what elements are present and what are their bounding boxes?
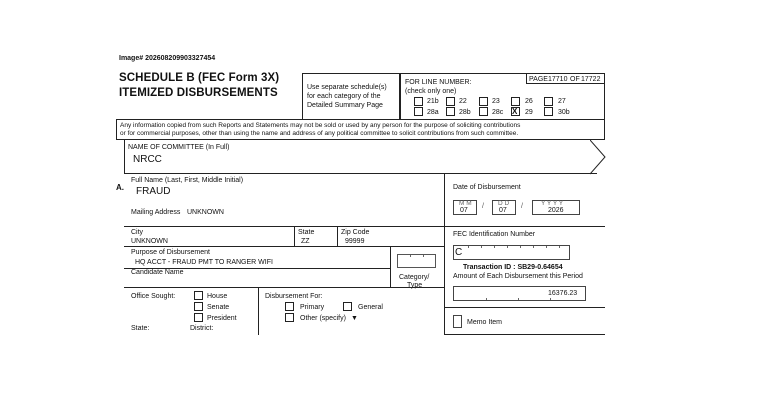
full-name-label: Full Name (Last, First, Middle Initial) (131, 177, 244, 184)
date-day-hint: D D (498, 200, 510, 207)
city-row-divider (124, 246, 444, 247)
line-checkbox-28c[interactable] (479, 107, 488, 116)
office-sought-label: Office Sought: (131, 293, 176, 300)
page-number: 17710 (548, 76, 568, 83)
city-value: UNKNOWN (131, 238, 168, 245)
office-label-house: House (207, 293, 228, 300)
of-label: OF (570, 76, 580, 83)
office-checkbox-senate[interactable] (194, 302, 203, 311)
line-label-26: 26 (525, 98, 533, 105)
category-label-line-1: Category/ (399, 274, 430, 281)
office-disbursement-divider (258, 287, 259, 335)
other-dropdown-icon[interactable]: ▼ (351, 315, 358, 322)
line-label-29: 29 (525, 109, 533, 116)
instruction-line-2: for each category of the (307, 93, 381, 100)
candidate-row-divider (124, 287, 444, 288)
candidate-name-label: Candidate Name (131, 269, 184, 276)
primary-label: Primary (300, 304, 325, 311)
state-value: ZZ (301, 238, 310, 245)
image-number: Image# 202608209903327454 (119, 55, 216, 62)
for-line-number-label: FOR LINE NUMBER: (405, 79, 472, 86)
memo-item-checkbox[interactable] (453, 315, 462, 328)
purpose-value: HQ ACCT - FRAUD PMT TO RANGER WIFI (135, 259, 273, 266)
committee-box-arrow (590, 140, 606, 175)
line-label-28a: 28a (427, 109, 439, 116)
office-checkbox-president[interactable] (194, 313, 203, 322)
fec-id-prefix: C (455, 247, 463, 258)
candidate-state-label: State: (131, 325, 150, 332)
date-month-value: 07 (460, 207, 468, 214)
purpose-label: Purpose of Disbursement (131, 249, 210, 256)
date-label: Date of Disbursement (453, 184, 521, 191)
line-checkbox-28b[interactable] (446, 107, 455, 116)
memo-row-divider (444, 334, 605, 335)
line-checkbox-22[interactable] (446, 97, 455, 106)
entry-letter: A. (116, 183, 124, 192)
line-checkbox-21b[interactable] (414, 97, 423, 106)
fec-id-label: FEC Identification Number (453, 231, 536, 238)
notice-line-2: or for commercial purposes, other than using the name and address of any political committee to solicit contributions from such committee. (120, 130, 519, 137)
schedule-title: SCHEDULE B (FEC Form 3X) (119, 72, 280, 84)
page-label: PAGE (529, 76, 548, 83)
candidate-district-label: District: (190, 325, 214, 332)
line-label-27: 27 (558, 98, 566, 105)
line-label-22: 22 (459, 98, 467, 105)
category-label-line-2: Type (407, 282, 423, 289)
amount-label: Amount of Each Disbursement this Period (453, 273, 583, 280)
mailing-address-label: Mailing Address (131, 209, 181, 216)
purpose-category-divider (390, 246, 391, 287)
check-only-one-label: (check only one) (405, 88, 457, 95)
transaction-id: Transaction ID : SB29-0.64654 (463, 264, 563, 271)
office-checkbox-house[interactable] (194, 291, 203, 300)
address-divider (124, 226, 444, 227)
committee-label: NAME OF COMMITTEE (In Full) (128, 144, 230, 151)
state-label: State (298, 229, 315, 236)
committee-name: NRCC (133, 154, 162, 165)
other-specify-label: Other (specify) (300, 315, 346, 322)
line-checkbox-23[interactable] (479, 97, 488, 106)
office-label-president: President (207, 315, 237, 322)
zip-value: 99999 (345, 238, 365, 245)
column-divider (444, 174, 445, 335)
other-checkbox[interactable] (285, 313, 294, 322)
disbursement-for-label: Disbursement For: (265, 293, 323, 300)
line-checkbox-27[interactable] (544, 97, 553, 106)
general-label: General (358, 304, 383, 311)
date-year-value: 2026 (548, 207, 564, 214)
line-label-28b: 28b (459, 109, 471, 116)
line-checkbox-30b[interactable] (544, 107, 553, 116)
general-checkbox[interactable] (343, 302, 352, 311)
fec-id-field[interactable] (453, 245, 570, 260)
city-label: City (131, 229, 144, 236)
amount-value: 16376.23 (548, 290, 578, 297)
notice-line-1: Any information copied from such Reports and Statements may not be sold or used by any person for the purpose of soliciting contributions (120, 122, 521, 129)
memo-item-label: Memo Item (467, 319, 503, 326)
mailing-address-value: UNKNOWN (187, 209, 224, 216)
primary-checkbox[interactable] (285, 302, 294, 311)
instruction-line-3: Detailed Summary Page (307, 102, 383, 109)
line-label-30b: 30b (558, 109, 570, 116)
date-year-hint: Y Y Y Y (541, 200, 564, 207)
schedule-subtitle: ITEMIZED DISBURSEMENTS (119, 87, 278, 99)
category-type-field[interactable] (397, 254, 436, 268)
line-29-check-mark: X (512, 107, 518, 116)
date-month-hint: M M (459, 200, 472, 207)
date-day-value: 07 (499, 207, 507, 214)
line-label-23: 23 (492, 98, 500, 105)
amount-row-divider (444, 307, 605, 308)
line-checkbox-26[interactable] (511, 97, 520, 106)
office-label-senate: Senate (207, 304, 230, 311)
city-state-divider (294, 226, 295, 246)
right-column-divider (444, 226, 605, 227)
state-zip-divider (337, 226, 338, 246)
page-total: 17722 (581, 76, 601, 83)
zip-label: Zip Code (341, 229, 370, 236)
line-label-28c: 28c (492, 109, 504, 116)
full-name-value: FRAUD (136, 186, 171, 197)
instruction-line-1: Use separate schedule(s) (307, 84, 387, 91)
line-checkbox-28a[interactable] (414, 107, 423, 116)
line-label-21b: 21b (427, 98, 439, 105)
